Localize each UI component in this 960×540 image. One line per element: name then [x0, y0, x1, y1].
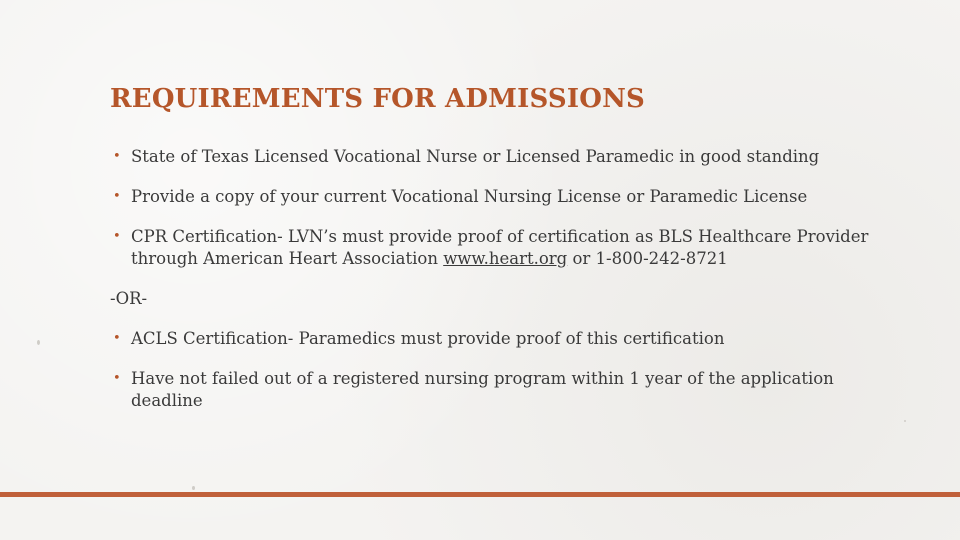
- bullet-item: [110, 146, 870, 168]
- bullet-text: State of Texas Licensed Vocational Nurse or Licensed Paramedic in good standing: [131, 147, 820, 166]
- bullet-item: [110, 226, 870, 270]
- bullet-text: Provide a copy of your current Vocational Nursing License or Paramedic License: [131, 187, 808, 206]
- bullet-item: [110, 328, 870, 350]
- bullet-icon: •: [113, 229, 121, 244]
- bullet-text-before-link: CPR Certification- LVN’s must provide proof of certification as BLS Healthcare Provider through American Heart Association: [131, 227, 869, 268]
- bullet-item: [110, 186, 870, 208]
- bullet-icon: •: [113, 149, 121, 164]
- slide-title: REQUIREMENTS FOR ADMISSIONS: [110, 84, 646, 114]
- bullet-text-after-link: or 1-800-242-8721: [567, 249, 728, 268]
- bottom-accent-bar: [0, 492, 960, 497]
- bullet-list: [110, 146, 870, 430]
- bullet-text: Have not failed out of a registered nursing program within 1 year of the application deadline: [131, 369, 834, 410]
- heart-org-link[interactable]: www.heart.org: [443, 249, 568, 268]
- bullet-icon: •: [113, 371, 121, 386]
- or-separator: -OR-: [110, 289, 148, 308]
- bullet-icon: •: [113, 331, 121, 346]
- bullet-item: [110, 368, 870, 412]
- texture-speck: [37, 340, 40, 345]
- bullet-text: ACLS Certification- Paramedics must provide proof of this certification: [131, 329, 725, 348]
- bullet-icon: •: [113, 189, 121, 204]
- texture-speck: [192, 486, 195, 490]
- texture-speck: [904, 420, 906, 422]
